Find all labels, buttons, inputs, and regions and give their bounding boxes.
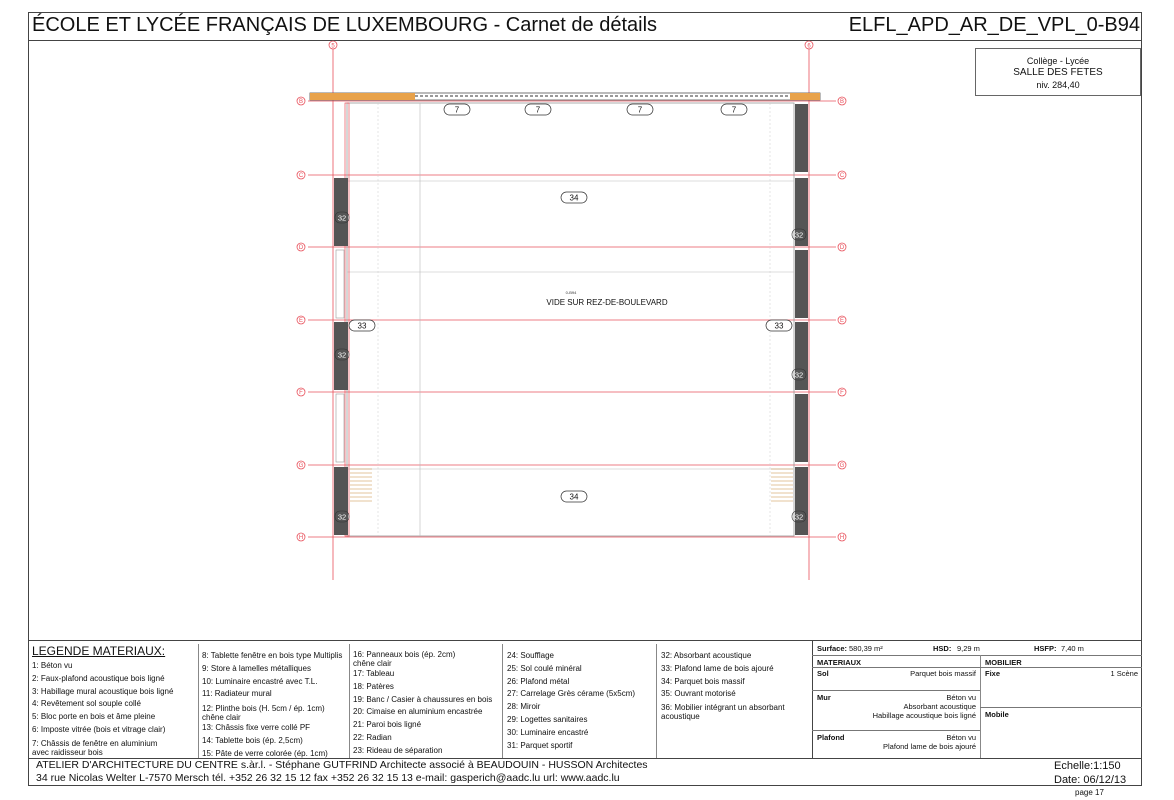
tag-floor-1-label: 34 — [569, 193, 579, 203]
legend-item: 3: Habillage mural acoustique bois ligné — [32, 686, 174, 696]
room-outline — [347, 103, 794, 536]
summary-row-line-1 — [812, 655, 1142, 656]
hsfp-value: 7,40 m — [1061, 644, 1084, 653]
absorbent-panel-left-3 — [334, 467, 348, 535]
void-code: 0-B94 — [565, 290, 577, 295]
legend-item: 6: Imposte vitrée (bois et vitrage clair) — [32, 724, 166, 734]
legend-item: acoustique — [661, 712, 700, 722]
room-info-line2: SALLE DES FETES — [1013, 67, 1103, 78]
materiaux-header: MATERIAUX — [817, 658, 862, 667]
tag-ceiling-4-label: 7 — [731, 105, 737, 115]
legend-item: 12: Plinthe bois (H. 5cm / ép. 1cm) — [202, 704, 325, 714]
hsd-value: 9,29 m — [957, 644, 980, 653]
room-info-line3: niv. 284,40 — [1036, 80, 1080, 90]
legend-separator-2 — [349, 644, 350, 758]
sol-label: Sol — [817, 669, 829, 678]
mobilier-header: MOBILIER — [985, 658, 1022, 667]
sheet-code: ELFL_APD_AR_DE_VPL_0-B94 — [848, 14, 1140, 36]
plafond-value: Béton vu — [946, 733, 976, 742]
mur-label: Mur — [817, 693, 831, 702]
legend-item: 7: Châssis de fenêtre en aluminium — [32, 738, 158, 748]
fixe-value: 1 Scène — [1110, 669, 1138, 678]
legend-separator-3 — [502, 644, 503, 758]
mur-values — [850, 693, 976, 720]
tag-floor-2-label: 34 — [569, 492, 579, 502]
legend-item: 2: Faux-plafond acoustique bois ligné — [32, 673, 165, 683]
drawing-date: Date: 06/12/13 — [1054, 774, 1127, 786]
summary-row-line-3 — [812, 690, 980, 691]
grid-row-label-C: C — [839, 173, 845, 180]
sol-value: Parquet bois massif — [910, 669, 976, 678]
drawing-scale: Echelle:1:150 — [1054, 760, 1121, 772]
summary-row-line-mobile — [980, 707, 1142, 708]
legend-item: 10: Luminaire encastré avec T.L. — [202, 676, 318, 686]
hsd-label: HSD: — [933, 644, 952, 653]
footer-address: 34 rue Nicolas Welter L-7570 Mersch tél. +352 26 32 15 12 fax +352 26 32 15 13 e-mail: gasperich@aadc.lu url: www.aadc.lu — [36, 772, 620, 784]
grid-column-label-5: 5 — [331, 43, 335, 50]
tag-absorb-1-label: 32 — [337, 213, 347, 223]
mur-value: Absorbant acoustique — [903, 702, 976, 711]
tag-ceiling-3-label: 7 — [637, 105, 643, 115]
grid-row-label-G: G — [839, 463, 845, 470]
legend-item: 29: Logettes sanitaires — [507, 714, 588, 724]
legend-item: 32: Absorbant acoustique — [661, 651, 752, 660]
legend-item: 28: Miroir — [507, 702, 541, 712]
void-label: VIDE SUR REZ-DE-BOULEVARD — [546, 298, 668, 307]
facade-insulation — [310, 93, 415, 100]
legend-item: 18: Patères — [353, 681, 394, 691]
summary-left-border — [812, 640, 813, 758]
legend-item: 21: Paroi bois ligné — [353, 720, 422, 730]
legend-item: 22: Radian — [353, 732, 392, 742]
room-info-line1: Collège - Lycée — [1026, 56, 1090, 66]
legend-item: 5: Bloc porte en bois et âme pleine — [32, 712, 156, 722]
footer-company: ATELIER D'ARCHITECTURE DU CENTRE s.àr.l. - Stéphane GUTFRIND Architecte associé à BEAUDOUIN - HUSSON Architectes — [36, 759, 648, 771]
legend-column-2 — [202, 650, 342, 761]
grid-row-label-H: H — [839, 535, 845, 542]
tag-ceiling-2-label: 7 — [535, 105, 541, 115]
absorbent-panel-right-6 — [795, 467, 808, 535]
grid-row-label-F: F — [299, 390, 303, 397]
legend-separator-1 — [198, 644, 199, 758]
legend-item: 8: Tablette fenêtre en bois type Multiplis — [202, 651, 343, 660]
legend-item: 35: Ouvrant motorisé — [661, 689, 736, 699]
grid-column-label-6: 6 — [807, 43, 811, 50]
absorbent-panel-right-3 — [795, 250, 808, 318]
legend-column-5 — [661, 650, 785, 721]
sheet-title: ÉCOLE ET LYCÉE FRANÇAIS DE LUXEMBOURG - Carnet de détails — [32, 14, 658, 36]
legend-item: 33: Plafond lame de bois ajouré — [661, 663, 774, 673]
hsfp-label: HSFP: — [1034, 644, 1057, 653]
surface-label: Surface: — [817, 644, 848, 653]
grid-row-label-G: G — [298, 463, 304, 470]
legend-item: 15: Pâte de verre colorée (ép. 1cm) — [202, 748, 328, 758]
legend-item: avec raidisseur bois — [32, 747, 103, 757]
tag-absorb-2-label: 32 — [337, 350, 347, 360]
legend-item: 20: Cimaise en aluminium encastrée — [353, 707, 483, 717]
glazing-left-2 — [336, 394, 344, 462]
legend-item: 25: Sol coulé minéral — [507, 663, 582, 673]
legend-item: 13: Châssis fixe verre collé PF — [202, 723, 311, 733]
absorbent-panel-right-5 — [795, 394, 808, 462]
absorbent-panel-right-1 — [795, 104, 808, 172]
legend-divider — [28, 640, 1142, 641]
tag-ceiling-1-label: 7 — [454, 105, 460, 115]
legend-item: 23: Rideau de séparation — [353, 745, 443, 755]
legend-item: chêne clair — [353, 659, 392, 668]
grid-row-label-D: D — [839, 245, 845, 252]
facade-insulation-right — [790, 93, 820, 100]
legend-item: 27: Carrelage Grès cérame (5x5cm) — [507, 689, 636, 699]
summary-row-line-2 — [812, 667, 1142, 668]
legend-item: 26: Plafond métal — [507, 676, 570, 686]
plafond-label: Plafond — [817, 733, 845, 742]
tag-absorb-5-label: 32 — [794, 370, 804, 380]
tag-wall-left-label: 33 — [357, 321, 367, 331]
grid-row-label-B: B — [839, 99, 845, 106]
legend-item: 1: Béton vu — [32, 661, 73, 670]
grid-row-label-D: D — [298, 245, 304, 252]
mobile-label: Mobile — [985, 710, 1009, 719]
tag-absorb-6-label: 32 — [794, 512, 804, 522]
legend-item: 9: Store à lamelles métalliques — [202, 663, 311, 673]
legend-item: 17: Tableau — [353, 669, 395, 678]
grid-row-label-B: B — [298, 99, 304, 106]
plafond-values — [850, 733, 976, 751]
legend-column-3 — [353, 650, 492, 758]
legend-column-1 — [32, 660, 173, 757]
legend-item: 14: Tablette bois (ép. 2,5cm) — [202, 735, 303, 745]
legend-item: 11: Radiateur mural — [202, 689, 272, 699]
legend-column-4 — [507, 650, 635, 752]
mur-value: Habillage acoustique bois ligné — [872, 711, 976, 720]
summary-row-line-4 — [812, 730, 980, 731]
legend-item: 4: Revêtement sol souple collé — [32, 699, 141, 709]
legend-item: 24: Soufflage — [507, 651, 555, 660]
legend-item: 36: Mobilier intégrant un absorbant — [661, 703, 785, 713]
grid-row-label-C: C — [298, 173, 304, 180]
fixe-label: Fixe — [985, 669, 1001, 678]
legend-item: 34: Parquet bois massif — [661, 676, 745, 686]
legend-item: 19: Banc / Casier à chaussures en bois — [353, 694, 493, 704]
grid-row-label-E: E — [298, 318, 304, 325]
plafond-value: Plafond lame de bois ajouré — [883, 742, 976, 751]
legend-separator-4 — [656, 644, 657, 758]
surface-value: 580,39 m² — [849, 644, 883, 653]
legend-item: 31: Parquet sportif — [507, 740, 573, 750]
glazing-left-1 — [336, 250, 344, 318]
legend-item: 16: Panneaux bois (ép. 2cm) — [353, 650, 456, 659]
mur-value: Béton vu — [946, 693, 976, 702]
grid-row-label-H: H — [298, 535, 304, 542]
legend-item: chêne clair — [202, 713, 241, 723]
legend-title: LEGENDE MATERIAUX: — [32, 644, 166, 658]
tag-absorb-3-label: 32 — [337, 512, 347, 522]
legend-item: 30: Luminaire encastré — [507, 727, 589, 737]
grid-row-label-E: E — [839, 318, 845, 325]
page-number: page 17 — [1075, 788, 1104, 797]
grid-row-label-F: F — [840, 390, 844, 397]
tag-wall-right-label: 33 — [774, 321, 784, 331]
tag-absorb-4-label: 32 — [794, 230, 804, 240]
